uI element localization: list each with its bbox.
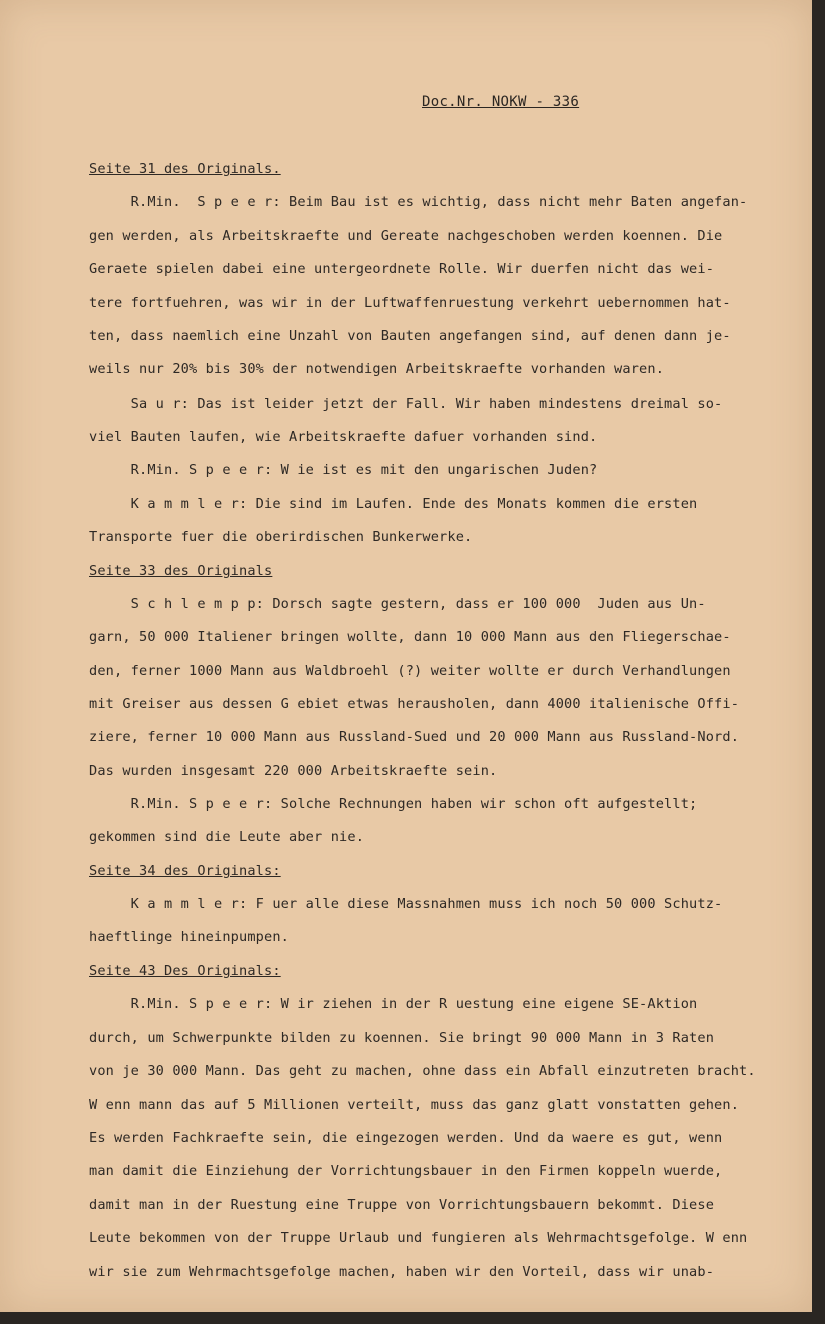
section-heading: Seite 34 des Originals: bbox=[89, 863, 281, 879]
section-heading: Seite 33 des Originals bbox=[89, 563, 273, 579]
text-line: ziere, ferner 10 000 Mann aus Russland-Sued und 20 000 Mann aus Russland-Nord. bbox=[89, 729, 740, 745]
text-line: Sa u r: Das ist leider jetzt der Fall. Wir haben mindestens dreimal so- bbox=[89, 396, 723, 412]
text-line: durch, um Schwerpunkte bilden zu koennen. Sie bringt 90 000 Mann in 3 Raten bbox=[89, 1030, 715, 1046]
text-line: viel Bauten laufen, wie Arbeitskraefte dafuer vorhanden sind. bbox=[89, 429, 598, 445]
text-line: K a m m l e r: Die sind im Laufen. Ende des Monats kommen die ersten bbox=[89, 496, 698, 512]
text-line: S c h l e m p p: Dorsch sagte gestern, dass er 100 000 Juden aus Un- bbox=[89, 596, 706, 612]
text-line: man damit die Einziehung der Vorrichtungsbauer in den Firmen koppeln wuerde, bbox=[89, 1163, 723, 1179]
text-line: Das wurden insgesamt 220 000 Arbeitskraefte sein. bbox=[89, 763, 498, 779]
text-line: haeftlinge hineinpumpen. bbox=[89, 929, 290, 945]
text-line: R.Min. S p e e r: W ir ziehen in der R uestung eine eigene SE-Aktion bbox=[89, 996, 698, 1012]
text-line: mit Greiser aus dessen G ebiet etwas herausholen, dann 4000 italienische Offi- bbox=[89, 696, 740, 712]
text-line: gekommen sind die Leute aber nie. bbox=[89, 829, 365, 845]
text-line: K a m m l e r: F uer alle diese Massnahmen muss ich noch 50 000 Schutz- bbox=[89, 896, 723, 912]
text-line: R.Min. S p e e r: Beim Bau ist es wichtig, dass nicht mehr Baten angefan- bbox=[89, 194, 748, 210]
text-line: R.Min. S p e e r: Solche Rechnungen haben wir schon oft aufgestellt; bbox=[89, 796, 698, 812]
text-line: weils nur 20% bis 30% der notwendigen Arbeitskraefte vorhanden waren. bbox=[89, 361, 665, 377]
text-line: von je 30 000 Mann. Das geht zu machen, ohne dass ein Abfall einzutreten bracht. bbox=[89, 1063, 756, 1079]
text-line: ten, dass naemlich eine Unzahl von Bauten angefangen sind, auf denen dann je- bbox=[89, 328, 731, 344]
text-line: R.Min. S p e e r: W ie ist es mit den ungarischen Juden? bbox=[89, 462, 598, 478]
text-line: Es werden Fachkraefte sein, die eingezogen werden. Und da waere es gut, wenn bbox=[89, 1130, 723, 1146]
text-line: wir sie zum Wehrmachtsgefolge machen, haben wir den Vorteil, dass wir unab- bbox=[89, 1264, 715, 1280]
document-number: Doc.Nr. NOKW - 336 bbox=[422, 94, 580, 110]
text-line: Leute bekommen von der Truppe Urlaub und fungieren als Wehrmachtsgefolge. W enn bbox=[89, 1230, 748, 1246]
section-heading: Seite 43 Des Originals: bbox=[89, 963, 281, 979]
text-line: garn, 50 000 Italiener bringen wollte, dann 10 000 Mann aus den Fliegerschae- bbox=[89, 629, 731, 645]
text-line: damit man in der Ruestung eine Truppe von Vorrichtungsbauern bekommt. Diese bbox=[89, 1197, 715, 1213]
text-line: den, ferner 1000 Mann aus Waldbroehl (?) weiter wollte er durch Verhandlungen bbox=[89, 663, 731, 679]
text-line: Geraete spielen dabei eine untergeordnete Rolle. Wir duerfen nicht das wei- bbox=[89, 261, 715, 277]
text-line: W enn mann das auf 5 Millionen verteilt, muss das ganz glatt vonstatten gehen. bbox=[89, 1097, 740, 1113]
section-heading: Seite 31 des Originals. bbox=[89, 161, 281, 177]
text-line: tere fortfuehren, was wir in der Luftwaffenruestung verkehrt uebernommen hat- bbox=[89, 295, 731, 311]
text-line: gen werden, als Arbeitskraefte und Gereate nachgeschoben werden koennen. Die bbox=[89, 228, 723, 244]
text-line: Transporte fuer die oberirdischen Bunkerwerke. bbox=[89, 529, 473, 545]
